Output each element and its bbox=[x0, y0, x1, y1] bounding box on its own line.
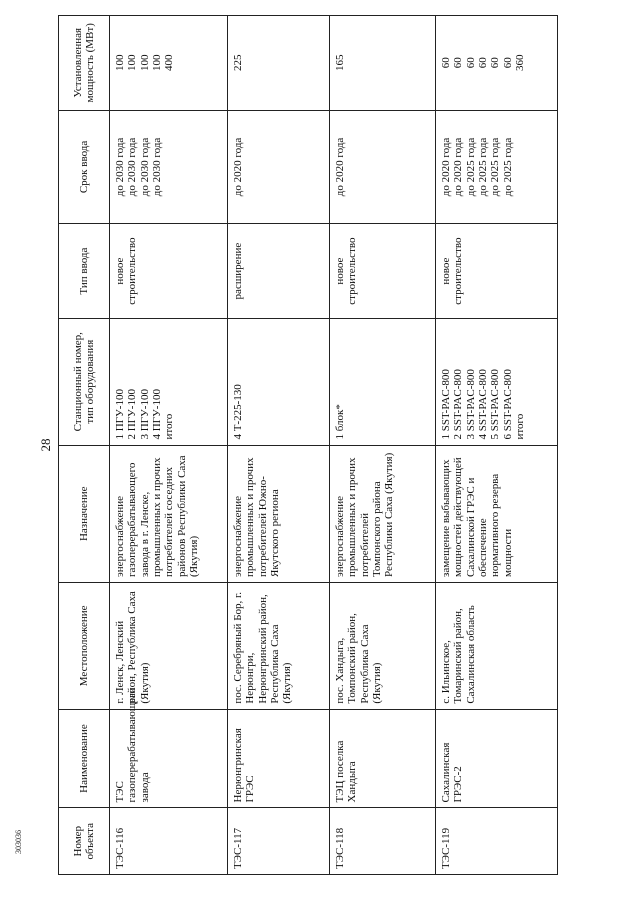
date-line: до 2030 года bbox=[150, 137, 163, 197]
object-location: пос. Хандыга, Томпонский район, Республика Саха (Якутия) bbox=[330, 582, 436, 709]
capacity-line: 400 bbox=[163, 54, 176, 72]
object-name: Сахалинская ГРЭС-2 bbox=[436, 709, 558, 808]
object-purpose: замещение выбывающих мощностей действующей Сахалинской ГРЭС и обеспечение нормативного резерва мощности bbox=[436, 445, 558, 582]
unit-line: 5 SST-PAC-800 bbox=[489, 369, 502, 440]
object-location: г. Ленск, Ленский район, Республика Саха (Якутия) bbox=[110, 582, 228, 709]
capacity-line: 100 bbox=[114, 54, 126, 72]
date-line: до 2025 года bbox=[501, 137, 514, 197]
object-input-type: новое строительство bbox=[330, 224, 436, 318]
capacity-line: 60 bbox=[501, 57, 514, 69]
capacity-line: 60 bbox=[452, 57, 465, 69]
rotated-table-container bbox=[58, 15, 630, 875]
object-dates bbox=[436, 110, 558, 224]
capacity-line: 60 bbox=[489, 57, 502, 69]
object-input-type: новое строительство bbox=[110, 224, 228, 318]
object-name: ТЭЦ поселка Хандыга bbox=[330, 709, 436, 808]
object-name: Нерюнгринская ГРЭС bbox=[228, 709, 330, 808]
capacity-line: 60 bbox=[464, 57, 477, 69]
object-units bbox=[436, 318, 558, 445]
capacity-line: 225 bbox=[232, 54, 244, 72]
header-name: Наименование bbox=[59, 709, 110, 808]
table-row bbox=[330, 16, 436, 875]
table-row bbox=[436, 16, 558, 875]
object-input-type: новое строительство bbox=[436, 224, 558, 318]
header-installed-capacity: Установленная мощность (МВт) bbox=[59, 16, 110, 111]
object-capacity bbox=[330, 16, 436, 111]
object-units bbox=[228, 318, 330, 445]
table-row bbox=[228, 16, 330, 875]
document-code: 303036 bbox=[14, 830, 23, 854]
capacity-line: 360 bbox=[513, 54, 526, 72]
header-location: Местоположение bbox=[59, 582, 110, 709]
header-commissioning-date: Срок ввода bbox=[59, 110, 110, 224]
object-units bbox=[110, 318, 228, 445]
unit-line: 2 ПГУ-100 bbox=[126, 389, 139, 440]
object-id: ТЭС-116 bbox=[110, 808, 228, 875]
unit-line: 6 SST-PAC-800 bbox=[501, 369, 514, 440]
unit-line: 4 SST-PAC-800 bbox=[476, 369, 489, 440]
date-line: до 2020 года bbox=[334, 137, 346, 197]
capacity-line: 100 bbox=[126, 54, 139, 72]
object-location: пос. Серебряный Бор, г. Нерюнгри, Нерюнгринский район, Республика Саха (Якутия) bbox=[228, 582, 330, 709]
capacity-line: 60 bbox=[476, 57, 489, 69]
date-line: до 2025 года bbox=[476, 137, 489, 197]
unit-line: 4 ПГУ-100 bbox=[150, 389, 163, 440]
unit-line: 3 ПГУ-100 bbox=[138, 389, 151, 440]
table-row bbox=[110, 16, 228, 875]
object-input-type: расширение bbox=[228, 224, 330, 318]
date-line: до 2025 года bbox=[464, 137, 477, 197]
date-line: до 2020 года bbox=[452, 137, 465, 197]
capacity-line: 100 bbox=[150, 54, 163, 72]
power-plants-table bbox=[58, 15, 558, 875]
unit-line: 1 ПГУ-100 bbox=[114, 389, 126, 440]
unit-line: 1 SST-PAC-800 bbox=[440, 369, 452, 440]
object-purpose: энергоснабжение промышленных и прочих потребителей Южно-Якутского региона bbox=[228, 445, 330, 582]
table-viewport bbox=[58, 15, 630, 875]
unit-line: 4 Т-225-130 bbox=[232, 384, 244, 440]
page-number: 28 bbox=[38, 438, 53, 452]
unit-line: 3 SST-PAC-800 bbox=[464, 369, 477, 440]
object-capacity bbox=[228, 16, 330, 111]
unit-line: итого bbox=[163, 413, 176, 440]
unit-line: 1 блок* bbox=[334, 404, 346, 440]
date-line: до 2030 года bbox=[126, 137, 139, 197]
capacity-line: 60 bbox=[440, 57, 452, 69]
object-dates bbox=[110, 110, 228, 224]
date-line: до 2025 года bbox=[489, 137, 502, 197]
object-id: ТЭС-117 bbox=[228, 808, 330, 875]
object-dates bbox=[330, 110, 436, 224]
object-id: ТЭС-119 bbox=[436, 808, 558, 875]
object-name: ТЭС газоперерабатывающего завода bbox=[110, 709, 228, 808]
object-purpose: энергоснабжение промышленных и прочих потребителей Томпонского района Республики Саха (Якутия) bbox=[330, 445, 436, 582]
capacity-line: 100 bbox=[138, 54, 151, 72]
object-capacity bbox=[110, 16, 228, 111]
table-header-row bbox=[59, 16, 110, 875]
header-input-type: Тип ввода bbox=[59, 224, 110, 318]
date-line: до 2030 года bbox=[138, 137, 151, 197]
object-units bbox=[330, 318, 436, 445]
date-line: до 2030 года bbox=[114, 137, 126, 197]
object-purpose: энергоснабжение газоперерабатывающего завода в г. Ленске, промышленных и прочих потребителей соседних районов Республики Саха (Якутия) bbox=[110, 445, 228, 582]
object-dates bbox=[228, 110, 330, 224]
object-capacity bbox=[436, 16, 558, 111]
date-line: до 2020 года bbox=[232, 137, 244, 197]
unit-line: 2 SST-PAC-800 bbox=[452, 369, 465, 440]
object-id: ТЭС-118 bbox=[330, 808, 436, 875]
object-location: с. Ильинское, Томаринский район, Сахалинская область bbox=[436, 582, 558, 709]
capacity-line: 165 bbox=[334, 54, 346, 72]
header-purpose: Назначение bbox=[59, 445, 110, 582]
header-station-number: Станционный номер, тип оборудования bbox=[59, 318, 110, 445]
header-object-number: Номер объекта bbox=[59, 808, 110, 875]
date-line: до 2020 года bbox=[440, 137, 452, 197]
unit-line: итого bbox=[513, 413, 526, 440]
